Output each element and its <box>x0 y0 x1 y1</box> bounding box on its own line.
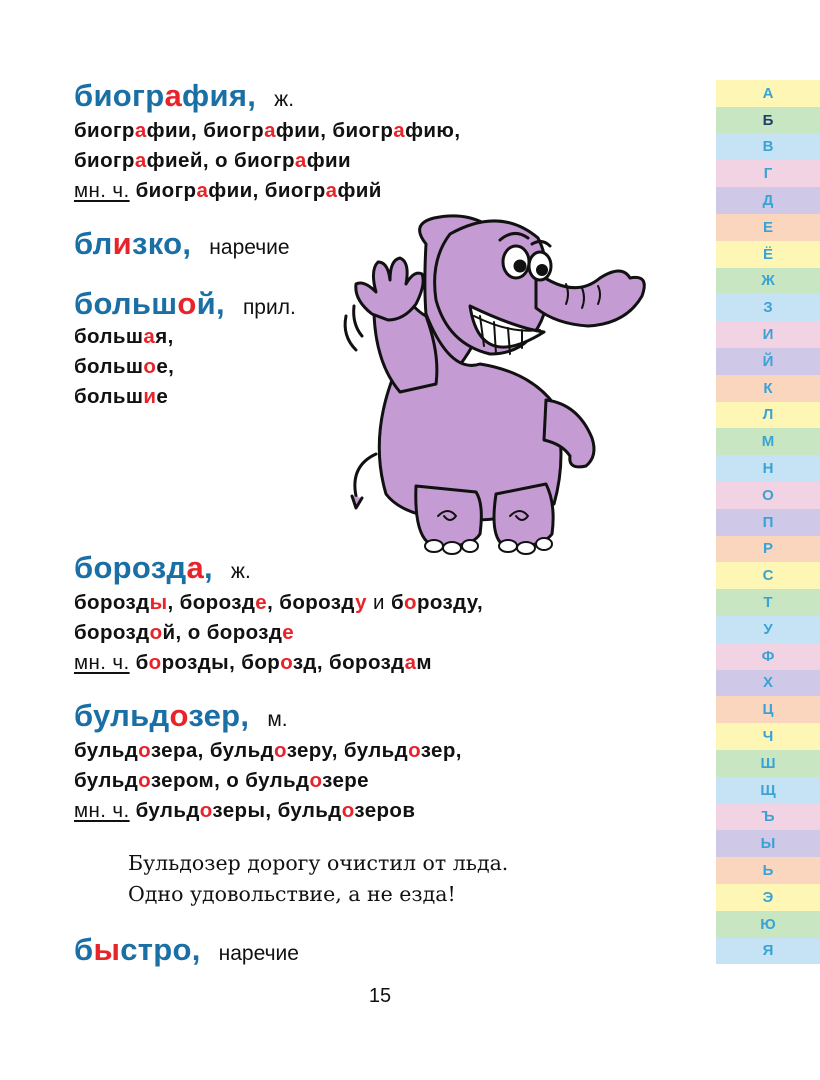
form-line <box>74 796 462 826</box>
form-line <box>74 352 296 382</box>
stress-vowel: ы <box>149 591 168 614</box>
text-run: и <box>366 591 391 614</box>
alphabet-letter[interactable]: В <box>716 134 820 161</box>
headword <box>74 286 225 321</box>
text-run: б <box>74 932 94 967</box>
alphabet-letter[interactable]: Р <box>716 536 820 563</box>
alphabet-letter[interactable]: Н <box>716 455 820 482</box>
plural-label: мн. ч. <box>74 799 130 822</box>
alphabet-letter[interactable]: Ж <box>716 268 820 295</box>
form-line <box>74 618 483 648</box>
forms <box>74 116 460 206</box>
text-run: фии <box>306 149 352 172</box>
alphabet-letter[interactable]: Ъ <box>716 804 820 831</box>
stress-vowel: а <box>393 119 406 142</box>
stress-vowel: о <box>199 799 213 822</box>
entry-bolshoy <box>74 286 296 412</box>
text-run: больш <box>74 385 144 408</box>
text-run: бульд <box>74 769 139 792</box>
stress-vowel: о <box>280 651 293 674</box>
grammar-label: наречие <box>209 236 290 259</box>
grammar-label: ж. <box>274 88 295 111</box>
text-run: зер, <box>420 739 462 762</box>
stress-vowel: е <box>282 621 295 644</box>
poem-line: Одно удовольствие, а не езда! <box>128 882 456 906</box>
text-run: зд, борозд <box>292 651 405 674</box>
text-run: зере <box>322 769 369 792</box>
alphabet-letter[interactable]: Щ <box>716 777 820 804</box>
stress-vowel: а <box>134 149 147 172</box>
text-run: борозд <box>74 621 150 644</box>
alphabet-letter[interactable]: И <box>716 321 820 348</box>
stress-vowel: о <box>169 698 189 733</box>
text-run: зеры, бульд <box>212 799 342 822</box>
alphabet-letter[interactable]: А <box>716 80 820 107</box>
stress-vowel: о <box>274 739 287 762</box>
grammar-label: м. <box>267 708 288 731</box>
alphabet-letter[interactable]: Ш <box>716 750 820 777</box>
alphabet-index <box>716 80 820 964</box>
alphabet-letter[interactable]: Э <box>716 884 820 911</box>
entry-borozda <box>74 550 483 678</box>
alphabet-letter[interactable]: С <box>716 562 820 589</box>
alphabet-letter[interactable]: Б <box>716 107 820 134</box>
form-line <box>74 588 483 618</box>
text-run: , <box>203 550 213 585</box>
text-run: розду, <box>416 591 484 614</box>
text-run: фии, биогр <box>208 179 326 202</box>
alphabet-letter[interactable]: Й <box>716 348 820 375</box>
stress-vowel: ы <box>93 932 121 967</box>
text-run: биогр <box>74 119 135 142</box>
stress-vowel: а <box>164 78 183 113</box>
text-run: е, <box>156 355 175 378</box>
alphabet-letter[interactable]: Ф <box>716 643 820 670</box>
text-run: биогр <box>135 179 197 202</box>
alphabet-letter[interactable]: Е <box>716 214 820 241</box>
text-run: е <box>156 385 169 408</box>
text-run: розды, бор <box>161 651 281 674</box>
forms <box>74 322 296 412</box>
stress-vowel: о <box>177 286 197 321</box>
alphabet-letter[interactable]: Г <box>716 160 820 187</box>
text-run: зеров <box>354 799 416 822</box>
alphabet-letter[interactable]: П <box>716 509 820 536</box>
stress-vowel: а <box>196 179 209 202</box>
alphabet-letter[interactable]: Ы <box>716 830 820 857</box>
stress-vowel: а <box>186 550 204 585</box>
elephant-illustration <box>330 204 660 564</box>
text-run: зера, бульд <box>150 739 275 762</box>
form-line <box>74 382 296 412</box>
headword <box>74 932 201 967</box>
entry-buldozer <box>74 698 462 826</box>
text-run: биогр <box>74 149 135 172</box>
stress-vowel: о <box>404 591 417 614</box>
plural-label: мн. ч. <box>74 179 130 202</box>
entry-biografiya <box>74 78 460 206</box>
alphabet-letter[interactable]: З <box>716 294 820 321</box>
alphabet-letter[interactable]: М <box>716 428 820 455</box>
headword <box>74 550 213 585</box>
text-run: фия, <box>182 78 257 113</box>
stress-vowel: о <box>341 799 355 822</box>
alphabet-letter[interactable]: Ц <box>716 696 820 723</box>
text-run: зеру, бульд <box>286 739 409 762</box>
stress-vowel: о <box>149 621 163 644</box>
forms <box>74 588 483 678</box>
text-run: й, о борозд <box>162 621 283 644</box>
text-run: бульд <box>135 799 200 822</box>
form-line <box>74 736 462 766</box>
text-run: больш <box>74 286 178 321</box>
text-run: больш <box>74 325 144 348</box>
stress-vowel: о <box>408 739 421 762</box>
text-run: больш <box>74 355 144 378</box>
text-run: б <box>135 651 149 674</box>
stress-vowel: о <box>148 651 162 674</box>
headword <box>74 698 249 733</box>
alphabet-letter[interactable]: Я <box>716 938 820 965</box>
text-run: бульд <box>74 698 170 733</box>
form-line <box>74 116 460 146</box>
alphabet-letter[interactable]: Т <box>716 589 820 616</box>
stress-vowel: а <box>143 325 156 348</box>
stress-vowel: а <box>404 651 417 674</box>
alphabet-letter[interactable]: О <box>716 482 820 509</box>
forms <box>74 736 462 826</box>
poem <box>128 848 508 910</box>
text-run: борозд <box>74 591 150 614</box>
grammar-label: наречие <box>218 942 299 965</box>
text-run: зером, о бульд <box>150 769 310 792</box>
alphabet-letter[interactable]: Д <box>716 187 820 214</box>
text-run: фией, о биогр <box>146 149 295 172</box>
form-line <box>74 322 296 352</box>
text-run: фии, биогр <box>275 119 394 142</box>
text-run: й, <box>196 286 225 321</box>
text-run: , борозд <box>167 591 256 614</box>
form-line <box>74 648 483 678</box>
entry-blizko <box>74 226 290 262</box>
stress-vowel: а <box>294 149 307 172</box>
text-run: фии, биогр <box>146 119 265 142</box>
alphabet-letter[interactable]: Ч <box>716 723 820 750</box>
alphabet-letter[interactable]: Ю <box>716 911 820 938</box>
text-run: я, <box>155 325 174 348</box>
text-run: зко, <box>132 226 192 261</box>
grammar-label: ж. <box>230 560 251 583</box>
text-run: фию, <box>405 119 461 142</box>
text-run: борозд <box>74 550 187 585</box>
text-run: бл <box>74 226 113 261</box>
text-run: фий <box>337 179 382 202</box>
stress-vowel: а <box>264 119 276 142</box>
form-line <box>74 766 462 796</box>
alphabet-letter[interactable]: У <box>716 616 820 643</box>
stress-vowel: е <box>255 591 268 614</box>
stress-vowel: о <box>143 355 157 378</box>
headword <box>74 78 256 113</box>
alphabet-letter[interactable]: Ь <box>716 857 820 884</box>
alphabet-letter[interactable]: Ё <box>716 241 820 268</box>
page-number: 15 <box>368 985 392 1007</box>
entry-bystro <box>74 932 299 968</box>
stress-vowel: а <box>325 179 338 202</box>
text-run: стро, <box>120 932 201 967</box>
poem-line: Бульдозер дорогу очистил от льда. <box>128 851 509 875</box>
stress-vowel: о <box>138 739 151 762</box>
text-run: б <box>390 591 404 614</box>
form-line <box>74 146 460 176</box>
text-run: м <box>416 651 432 674</box>
alphabet-letter[interactable]: Л <box>716 402 820 429</box>
stress-vowel: а <box>134 119 147 142</box>
headword <box>74 226 191 261</box>
grammar-label: прил. <box>242 296 296 319</box>
alphabet-letter[interactable]: К <box>716 375 820 402</box>
text-run: биогр <box>74 78 165 113</box>
stress-vowel: о <box>309 769 323 792</box>
plural-label: мн. ч. <box>74 651 130 674</box>
form-line <box>74 176 460 206</box>
text-run: бульд <box>74 739 139 762</box>
text-run: , борозд <box>267 591 356 614</box>
alphabet-letter[interactable]: Х <box>716 670 820 697</box>
stress-vowel: о <box>138 769 151 792</box>
stress-vowel: и <box>112 226 133 261</box>
text-run: зер, <box>188 698 250 733</box>
stress-vowel: и <box>143 385 157 408</box>
stress-vowel: у <box>355 591 367 614</box>
